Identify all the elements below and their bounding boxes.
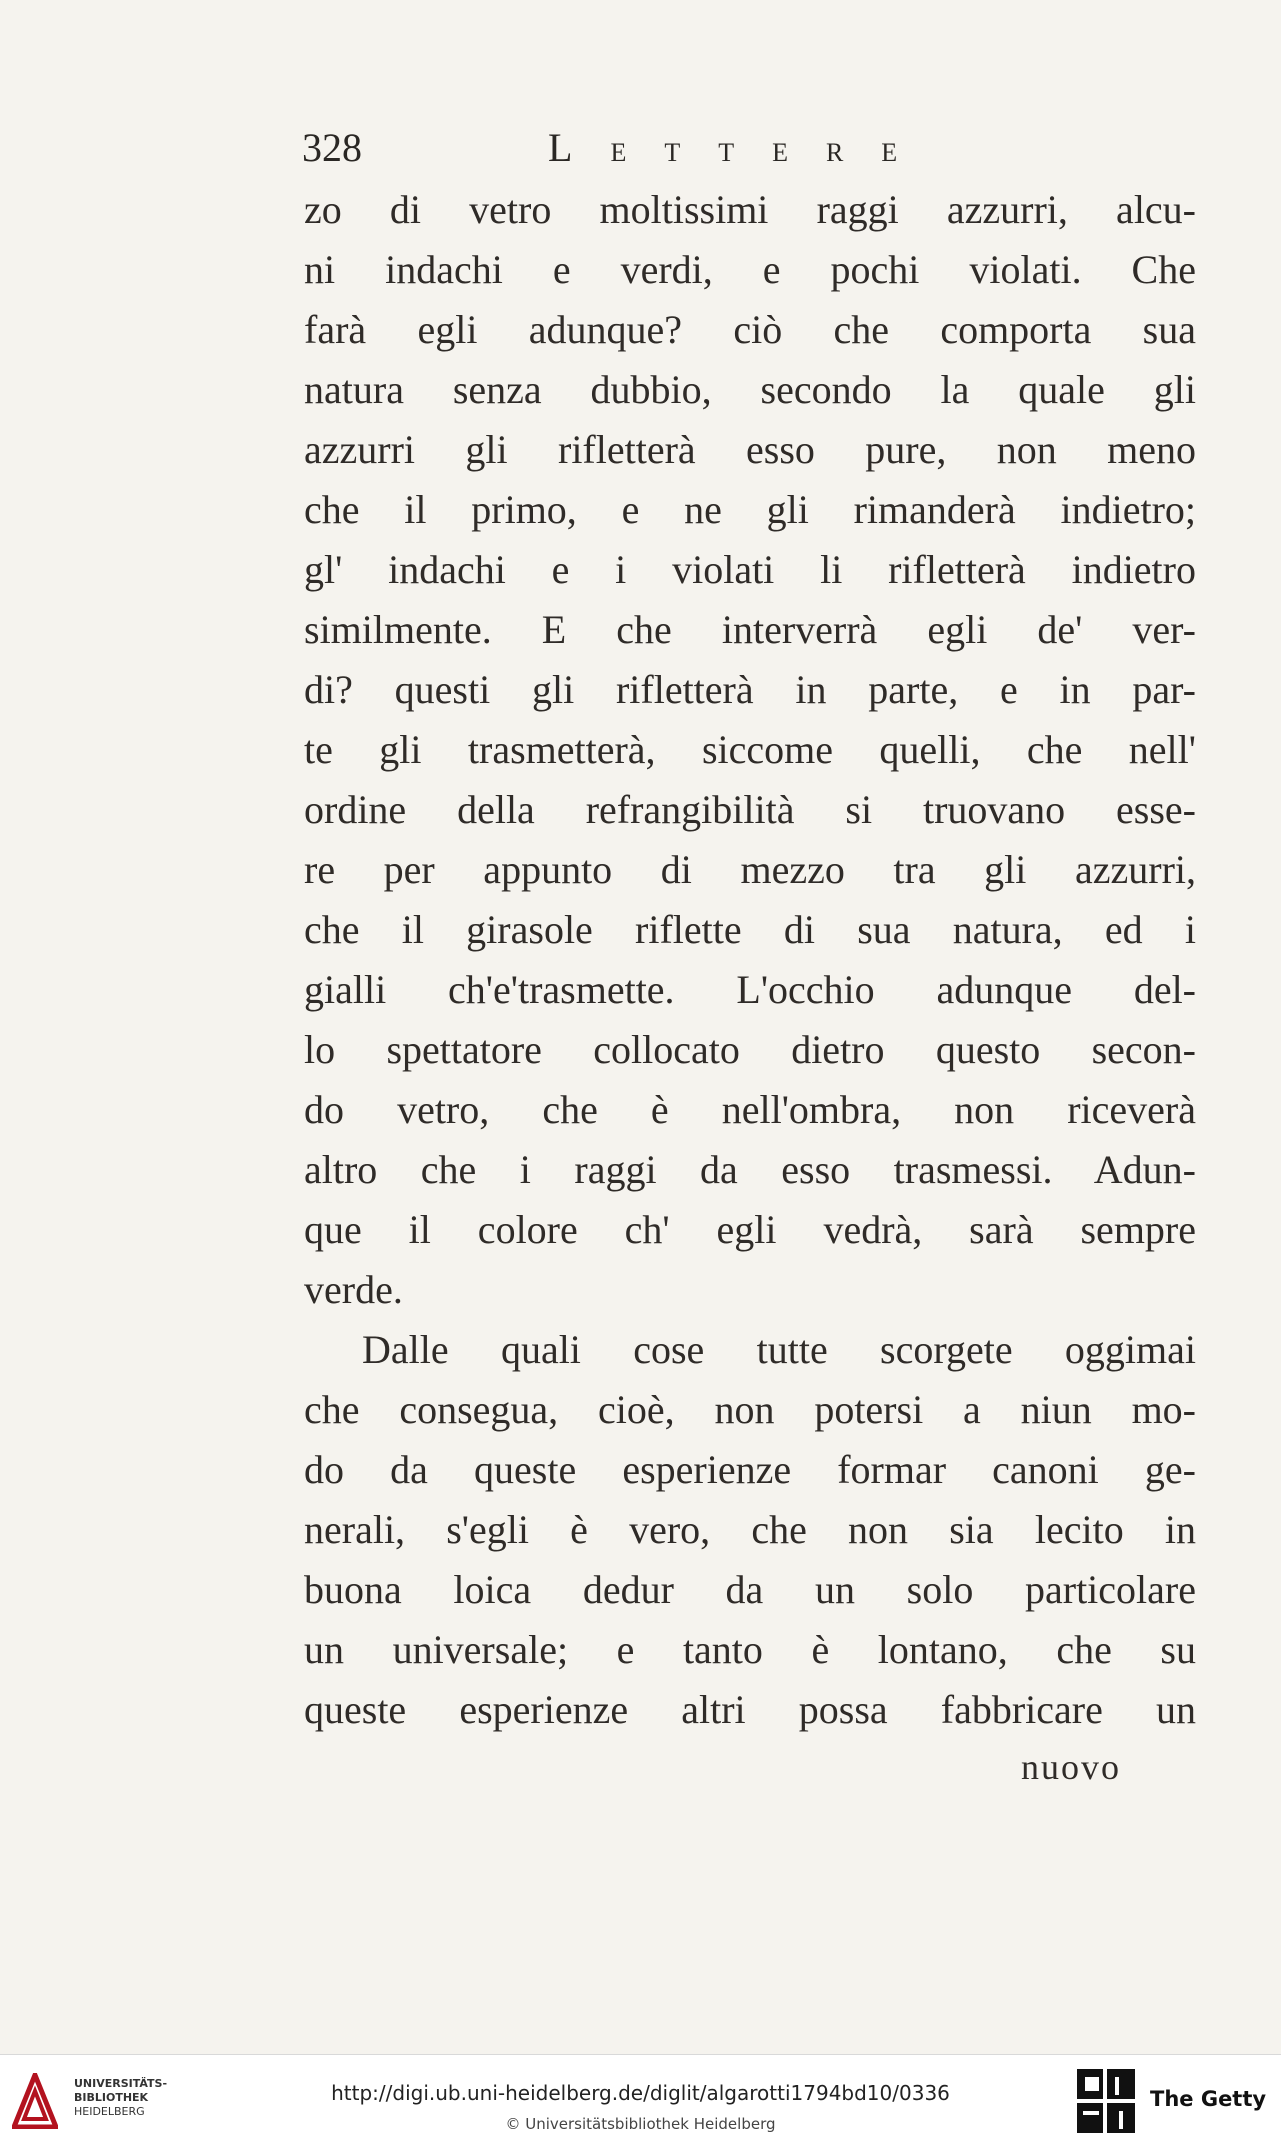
university-name-line: HEIDELBERG [74, 2105, 145, 2118]
text-line: zo di vetro moltissimi raggi azzurri, alcu- [304, 187, 1196, 232]
page-number: 328 [302, 125, 362, 170]
university-name-line: UNIVERSITÄTS- [74, 2077, 168, 2090]
text-line: similmente. E che interverrà egli de' ver- [304, 607, 1196, 652]
text-line: verde. [304, 1267, 403, 1312]
text-line: farà egli adunque? ciò che comporta sua [304, 307, 1196, 352]
text-line: te gli trasmetterà, siccome quelli, che nell' [304, 727, 1196, 772]
partner-name: The Getty [1150, 2087, 1267, 2111]
text-line: do da queste esperienze formar canoni ge- [304, 1447, 1196, 1492]
text-line: di? questi gli rifletterà in parte, e in par- [304, 667, 1196, 712]
copyright-notice: © Universitätsbibliothek Heidelberg [505, 2115, 776, 2133]
page-header [302, 118, 1202, 178]
text-line: gialli ch'e'trasmette. L'occhio adunque del- [304, 967, 1196, 1012]
viewer-footer [0, 2054, 1281, 2146]
body-text [304, 180, 1196, 1740]
text-line: gl' indachi e i violati li rifletterà indietro [304, 547, 1196, 592]
text-line: do vetro, che è nell'ombra, non riceverà [304, 1087, 1196, 1132]
text-line: que il colore ch' egli vedrà, sarà sempre [304, 1207, 1196, 1252]
text-line: ni indachi e verdi, e pochi violati. Che [304, 247, 1196, 292]
permalink[interactable]: http://digi.ub.uni-heidelberg.de/diglit/algarotti1794bd10/0336 [331, 2081, 950, 2105]
catchword: nuovo [1021, 1747, 1121, 1787]
text-line: lo spettatore collocato dietro questo secon- [304, 1027, 1196, 1072]
text-line: che il primo, e ne gli rimanderà indietro; [304, 487, 1196, 532]
text-line: re per appunto di mezzo tra gli azzurri, [304, 847, 1196, 892]
text-line: queste esperienze altri possa fabbricare un [304, 1687, 1196, 1732]
text-line: Dalle quali cose tutte scorgete oggimai [362, 1327, 1196, 1372]
getty-logo-icon [1075, 2067, 1137, 2135]
text-line: nerali, s'egli è vero, che non sia lecito in [304, 1507, 1196, 1552]
text-line: un universale; e tanto è lontano, che su [304, 1627, 1196, 1672]
text-line: buona loica dedur da un solo particolare [304, 1567, 1196, 1612]
text-line: che consegua, cioè, non potersi a niun mo- [304, 1387, 1196, 1432]
text-line: azzurri gli rifletterà esso pure, non meno [304, 427, 1196, 472]
running-title: LETTERE [548, 125, 936, 170]
text-line: natura senza dubbio, secondo la quale gli [304, 367, 1196, 412]
university-name-line: BIBLIOTHEK [74, 2091, 149, 2104]
text-line: altro che i raggi da esso trasmessi. Adun- [304, 1147, 1196, 1192]
text-line: ordine della refrangibilità si truovano esse- [304, 787, 1196, 832]
text-line: che il girasole riflette di sua natura, ed i [304, 907, 1196, 952]
